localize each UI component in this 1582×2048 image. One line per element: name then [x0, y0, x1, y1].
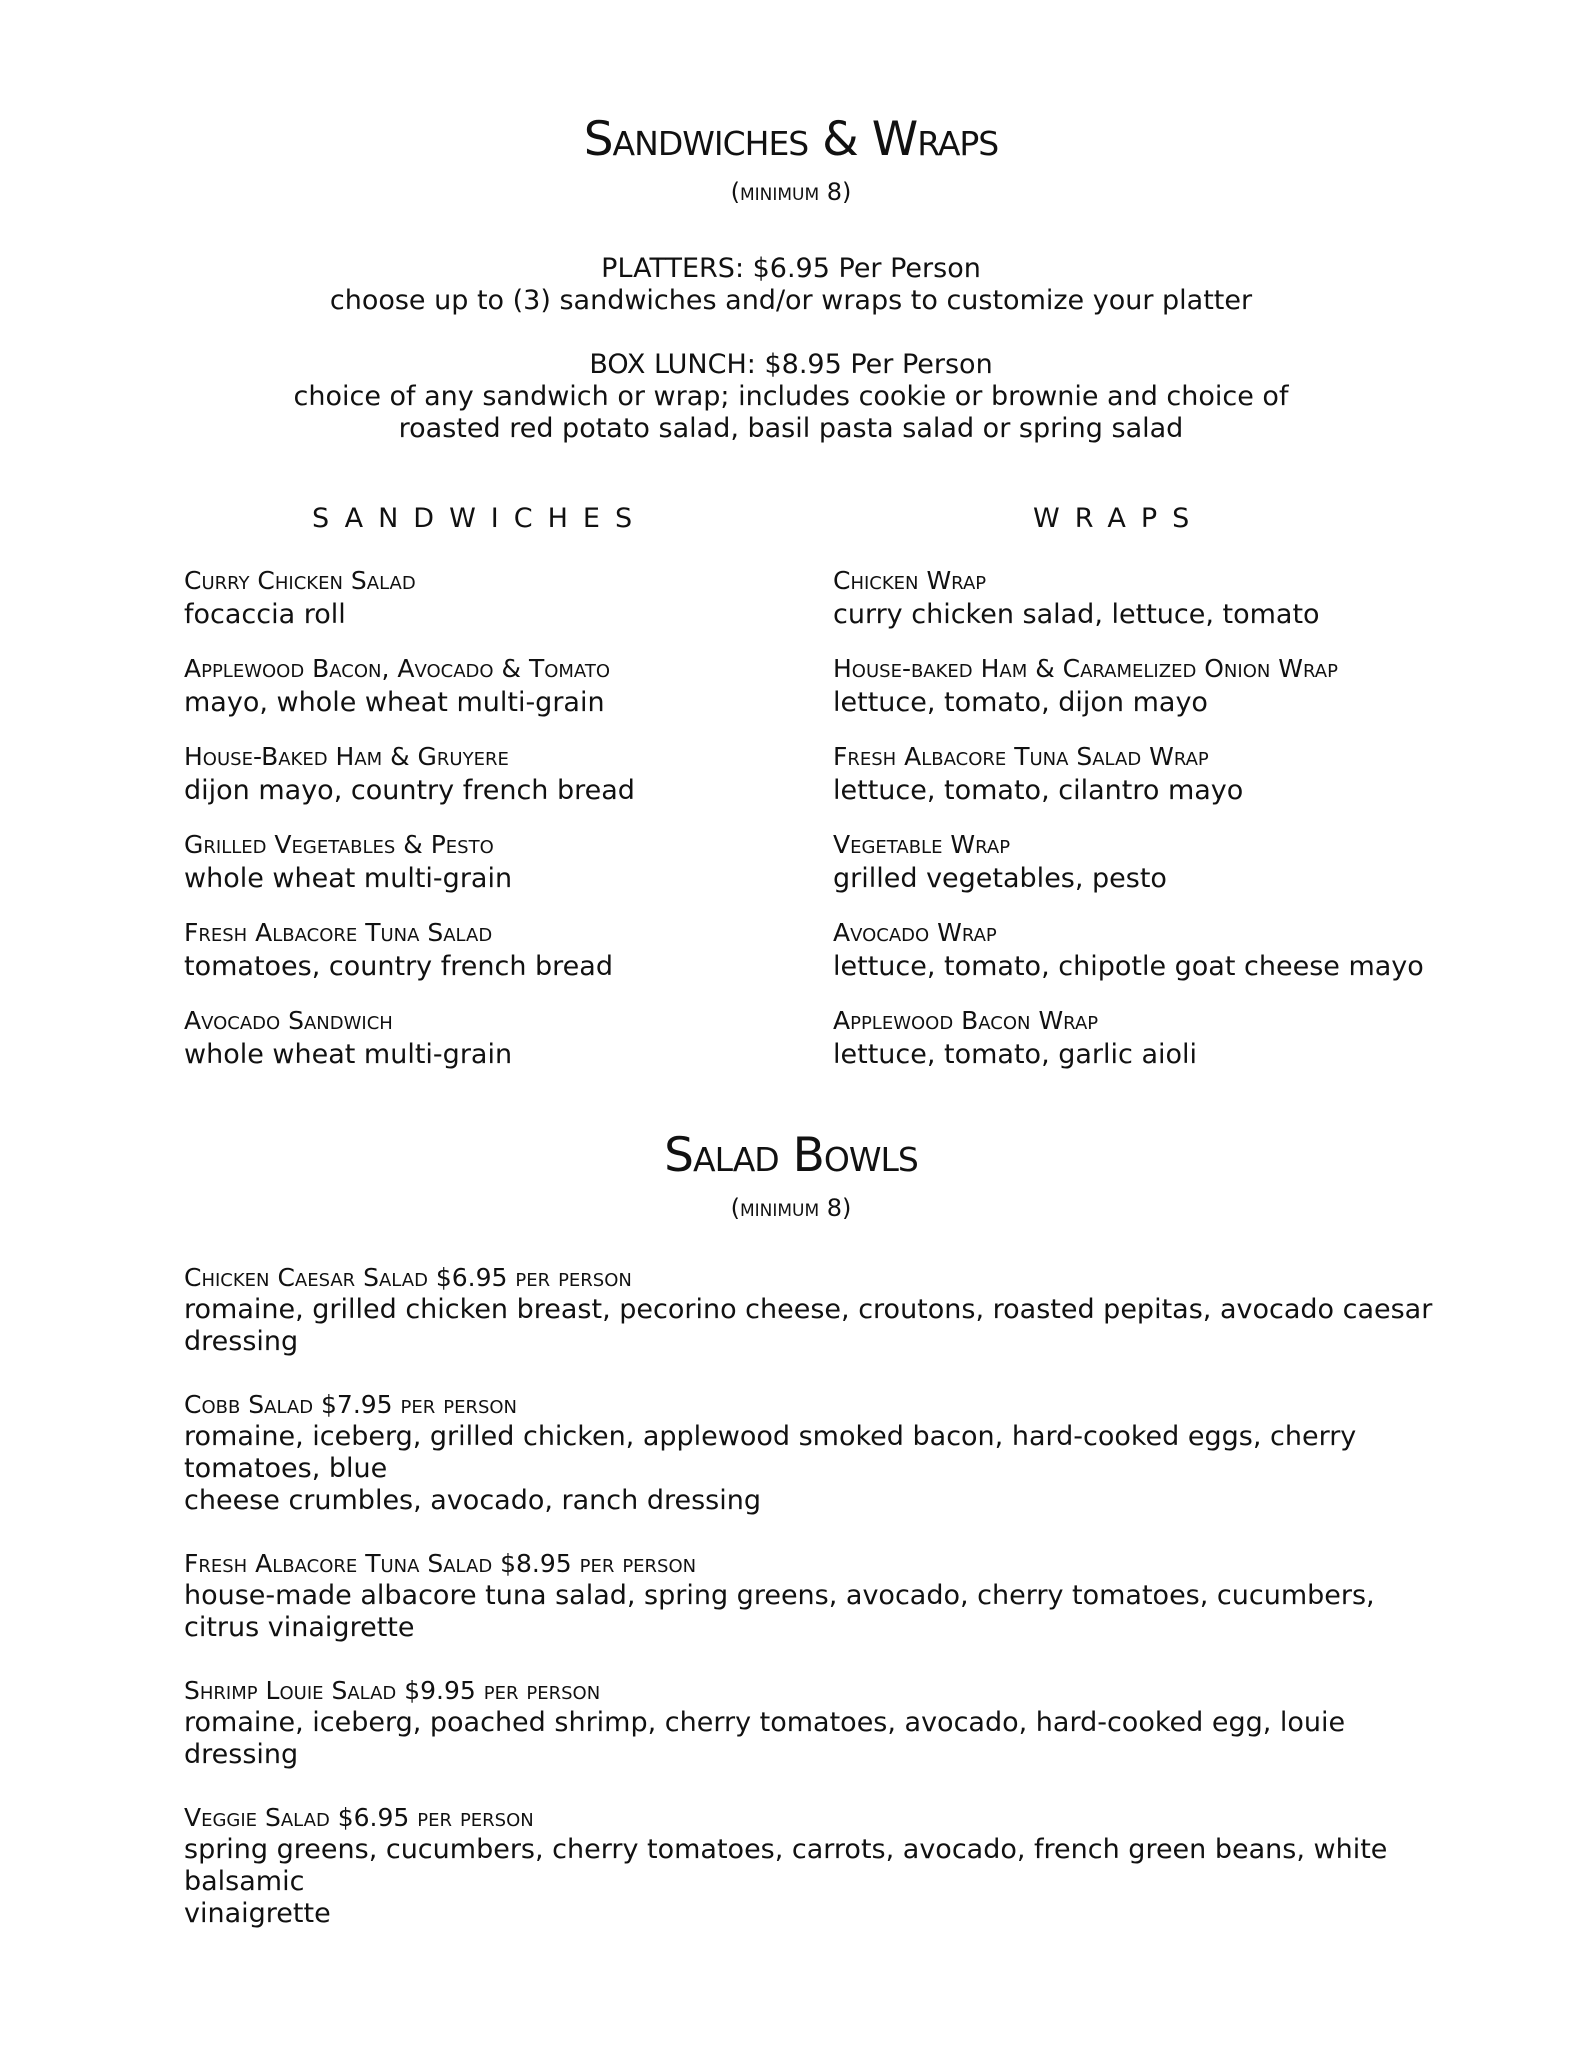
salad-description: romaine, iceberg, poached shrimp, cherry tomatoes, avocado, hard-cooked egg, louie dressing [184, 1707, 1346, 1770]
wrap-item [833, 653, 1433, 741]
sandwich-description: focaccia roll [184, 599, 346, 630]
wrap-item [833, 741, 1433, 829]
wrap-description: lettuce, tomato, cilantro mayo [833, 775, 1244, 806]
wrap-item [833, 1005, 1433, 1093]
salad-description-continued: cheese crumbles, avocado, ranch dressing [184, 1485, 761, 1516]
sandwich-item [184, 829, 784, 917]
salad-name: Cobb Salad $7.95 per person [184, 1390, 518, 1419]
salad-name: Veggie Salad $6.95 per person [184, 1803, 534, 1832]
wrap-item [833, 829, 1433, 917]
salad-description: romaine, grilled chicken breast, pecorino cheese, croutons, roasted pepitas, avocado caesar dressing [184, 1294, 1433, 1357]
salad-description-continued: vinaigrette [184, 1898, 331, 1929]
salad-item [184, 1262, 1434, 1358]
salad-description-continued: citrus vinaigrette [184, 1612, 415, 1643]
salad-bowls-minimum: (minimum 8) [730, 1194, 852, 1222]
sandwich-item [184, 653, 784, 741]
sandwich-item [184, 1005, 784, 1093]
wrap-description: lettuce, tomato, garlic aioli [833, 1039, 1198, 1070]
salad-name: Fresh Albacore Tuna Salad $8.95 per person [184, 1549, 697, 1578]
sandwiches-wraps-title: Sandwiches & Wraps [583, 112, 999, 167]
sandwich-description: mayo, whole wheat multi-grain [184, 687, 605, 718]
wraps-heading: WRAPS [1033, 503, 1205, 534]
sandwich-name: Applewood Bacon, Avocado & Tomato [184, 654, 611, 683]
salad-item [184, 1802, 1434, 1930]
sandwich-name: Curry Chicken Salad [184, 566, 416, 595]
box-lunch-description-2: roasted red potato salad, basil pasta salad or spring salad [398, 413, 1184, 444]
wrap-name: Applewood Bacon Wrap [833, 1006, 1099, 1035]
wrap-description: grilled vegetables, pesto [833, 863, 1167, 894]
salad-name: Shrimp Louie Salad $9.95 per person [184, 1676, 601, 1705]
wrap-description: lettuce, tomato, chipotle goat cheese mayo [833, 951, 1424, 982]
wrap-name: House-baked Ham & Caramelized Onion Wrap [833, 654, 1338, 683]
salad-list [184, 1262, 1434, 1961]
sandwich-description: dijon mayo, country french bread [184, 775, 635, 806]
sandwiches-list [184, 565, 784, 1093]
wrap-description: curry chicken salad, lettuce, tomato [833, 599, 1320, 630]
salad-item [184, 1389, 1434, 1517]
platters-description: choose up to (3) sandwiches and/or wraps to customize your platter [329, 285, 1253, 316]
sandwich-name: Grilled Vegetables & Pesto [184, 830, 494, 859]
sandwich-item [184, 565, 784, 653]
sandwich-item [184, 741, 784, 829]
salad-item [184, 1675, 1434, 1771]
salad-item [184, 1548, 1434, 1644]
wrap-name: Vegetable Wrap [833, 830, 1011, 859]
box-lunch-description-1: choice of any sandwich or wrap; includes cookie or brownie and choice of [293, 381, 1289, 412]
salad-description: house-made albacore tuna salad, spring greens, avocado, cherry tomatoes, cucumbers, [184, 1580, 1375, 1611]
sandwich-description: tomatoes, country french bread [184, 951, 613, 982]
platters-price: PLATTERS: $6.95 Per Person [601, 253, 981, 284]
sandwich-item [184, 917, 784, 1005]
sandwich-name: Avocado Sandwich [184, 1006, 393, 1035]
sandwiches-heading: SANDWICHES [312, 503, 648, 534]
sandwich-description: whole wheat multi-grain [184, 863, 513, 894]
salad-description: spring greens, cucumbers, cherry tomatoes, carrots, avocado, french green beans, white balsamic [184, 1834, 1388, 1897]
salad-bowls-title: Salad Bowls [664, 1128, 918, 1183]
wrap-item [833, 917, 1433, 1005]
wrap-description: lettuce, tomato, dijon mayo [833, 687, 1208, 718]
salad-description: romaine, iceberg, grilled chicken, applewood smoked bacon, hard-cooked eggs, cherry tomatoes, blue [184, 1421, 1357, 1484]
salad-name: Chicken Caesar Salad $6.95 per person [184, 1263, 632, 1292]
sandwiches-wraps-minimum: (minimum 8) [730, 178, 852, 206]
wrap-name: Fresh Albacore Tuna Salad Wrap [833, 742, 1209, 771]
wrap-item [833, 565, 1433, 653]
sandwich-name: House-Baked Ham & Gruyere [184, 742, 509, 771]
sandwich-description: whole wheat multi-grain [184, 1039, 513, 1070]
box-lunch-price: BOX LUNCH: $8.95 Per Person [589, 349, 993, 380]
wrap-name: Chicken Wrap [833, 566, 987, 595]
wraps-list [833, 565, 1433, 1093]
sandwich-name: Fresh Albacore Tuna Salad [184, 918, 493, 947]
wrap-name: Avocado Wrap [833, 918, 997, 947]
